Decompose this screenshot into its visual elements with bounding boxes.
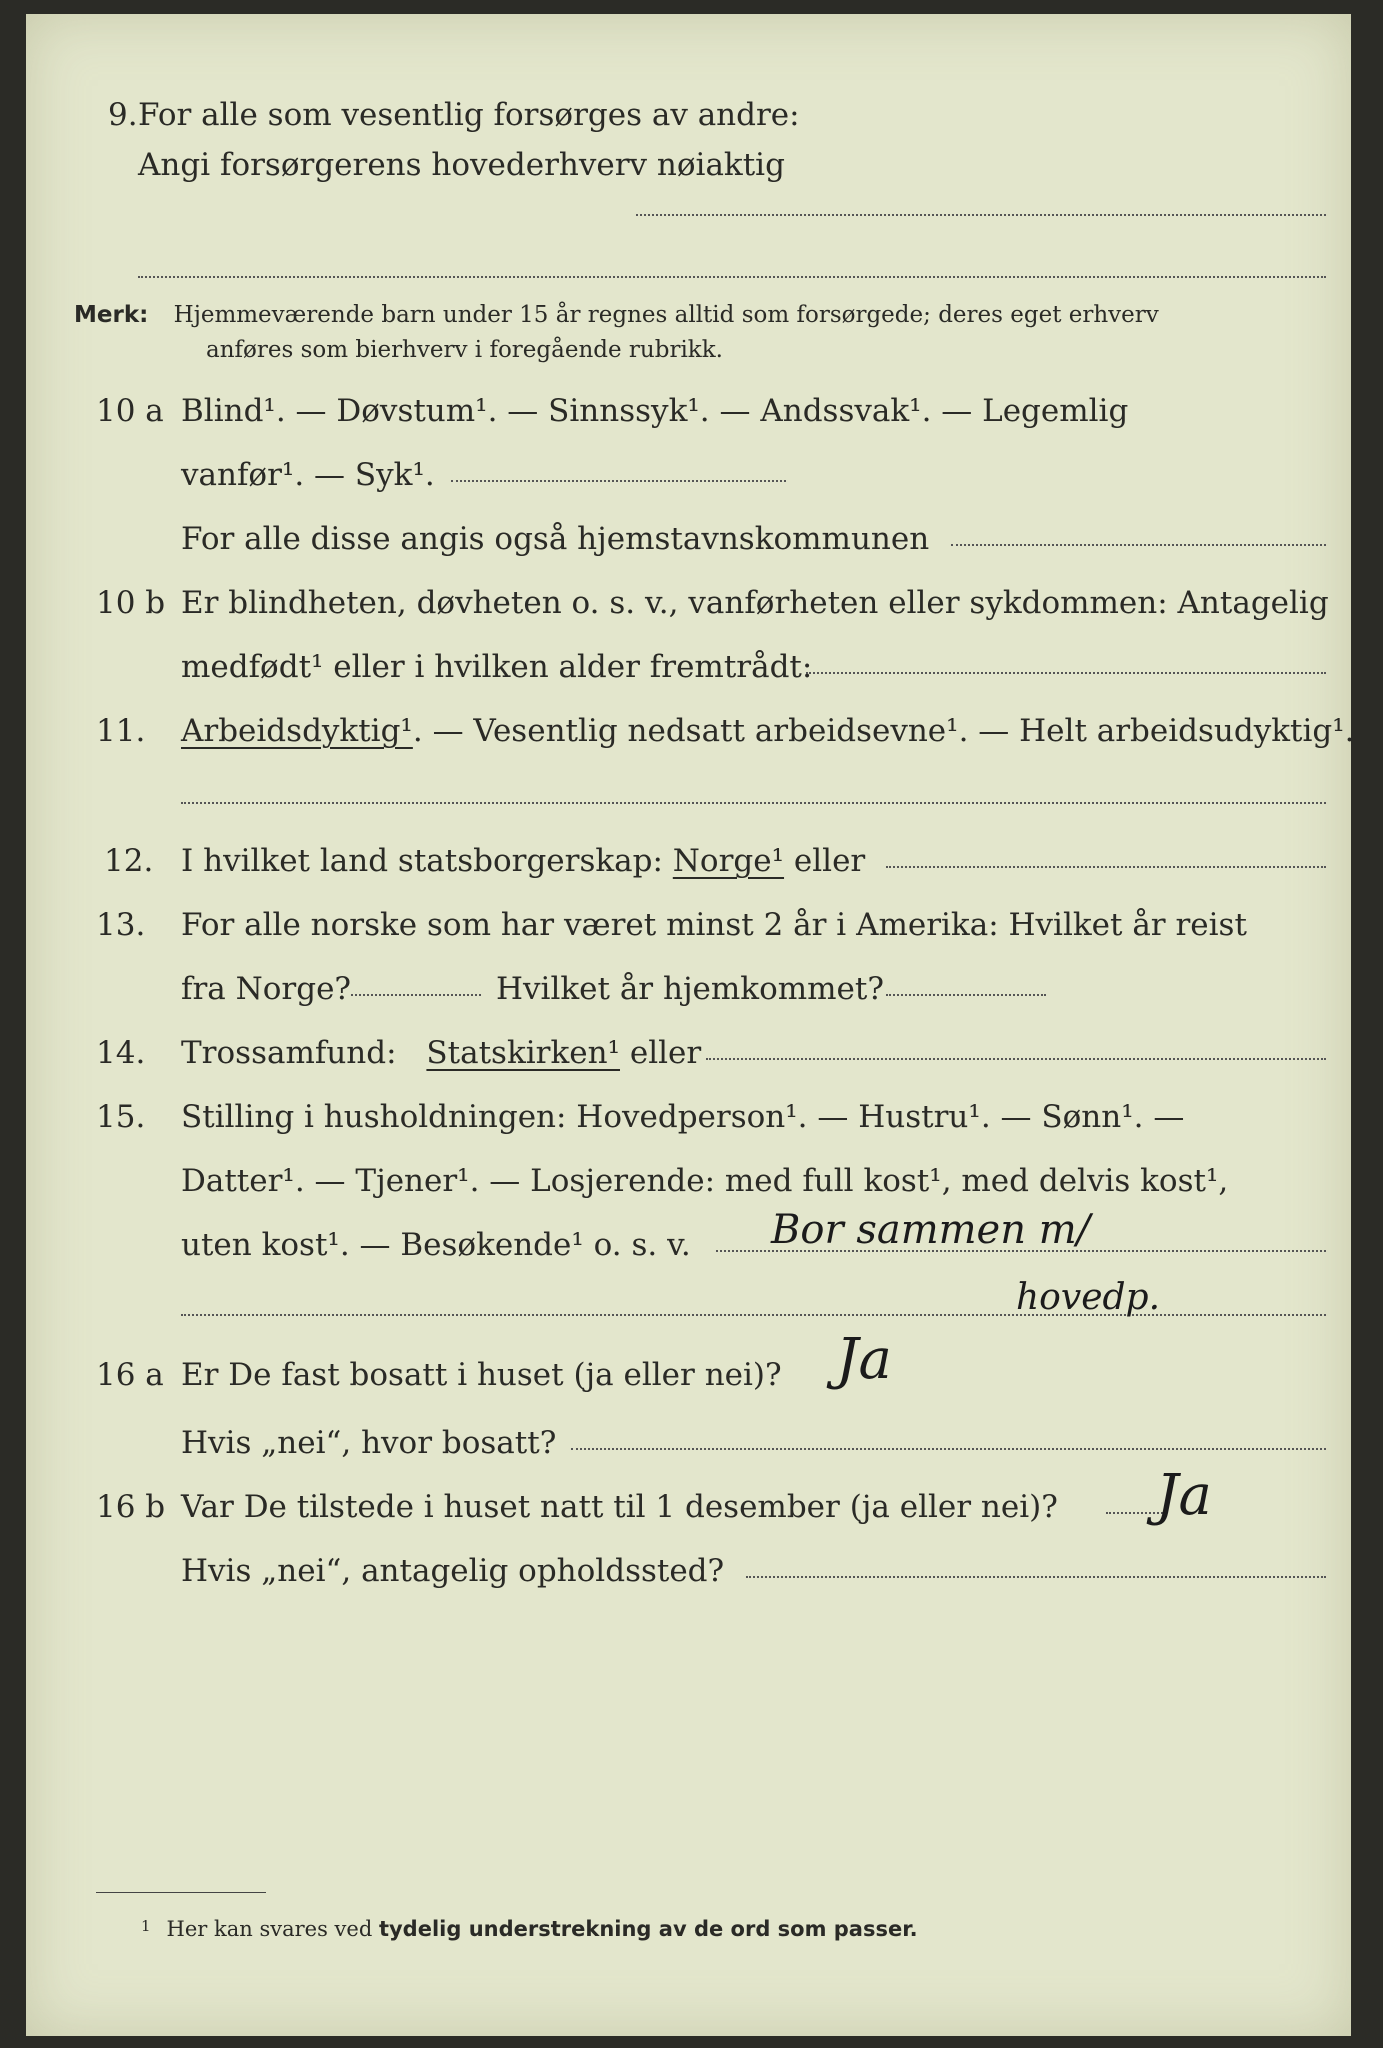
- q16b-answer-line-2[interactable]: [746, 1576, 1326, 1578]
- q16b-line1: Var De tilstede i huset natt til 1 desember (ja eller nei)?: [181, 1489, 1058, 1525]
- q12-number: 12.: [104, 843, 154, 879]
- q15-handwritten-answer-1: Bor sammen m/: [771, 1207, 1091, 1253]
- q16b-number: 16 b: [96, 1489, 166, 1525]
- merk-note-line1: [74, 304, 1159, 327]
- q13-line2b: Hvilket år hjemkommet?: [496, 971, 884, 1007]
- q10a-line3: For alle disse angis også hjemstavnskommunen: [181, 521, 930, 557]
- q16b-handwritten-answer: Ja: [1156, 1463, 1212, 1528]
- q13-line2a: fra Norge?: [181, 971, 352, 1007]
- q13-hjemkommet-answer-line[interactable]: [886, 994, 1046, 996]
- q12-suffix: eller: [793, 843, 866, 879]
- footnote: [141, 1919, 918, 1940]
- q10b-line1: Er blindheten, døvheten o. s. v., vanførheten eller sykdommen: Antagelig: [181, 585, 1329, 621]
- q12-line: [181, 843, 866, 879]
- q9-line1: For alle som vesentlig forsørges av andre:: [138, 97, 800, 133]
- q14-number: 14.: [96, 1035, 146, 1071]
- q10b-answer-line[interactable]: [806, 672, 1326, 674]
- footnote-prefix: Her kan svares ved: [166, 1917, 373, 1941]
- q10a-line1: Blind¹. — Døvstum¹. — Sinnssyk¹. — Andssvak¹. — Legemlig: [181, 393, 1129, 429]
- q14-line: [181, 1035, 702, 1071]
- q9-number: 9.: [108, 97, 138, 133]
- q15-line1: Stilling i husholdningen: Hovedperson¹. — Hustru¹. — Sønn¹. —: [181, 1099, 1185, 1135]
- merk-note-line2: anføres som bierhverv i foregående rubrikk.: [206, 337, 723, 363]
- q10a-answer-line-2[interactable]: [951, 544, 1326, 546]
- q15-line3: uten kost¹. — Besøkende¹ o. s. v.: [181, 1227, 691, 1263]
- q14-prefix: Trossamfund:: [181, 1035, 397, 1071]
- q16a-number: 16 a: [96, 1357, 164, 1393]
- q14-answer-line[interactable]: [706, 1058, 1326, 1060]
- q9-answer-line-1[interactable]: [636, 214, 1326, 216]
- q9-line2: Angi forsørgerens hovederhverv nøiaktig: [138, 147, 785, 183]
- merk-text-1: Hjemmeværende barn under 15 år regnes alltid som forsørgede; deres eget erhverv: [173, 302, 1159, 328]
- q13-number: 13.: [96, 907, 146, 943]
- q11-line: [181, 713, 1355, 749]
- q9-answer-line-2[interactable]: [138, 276, 1326, 278]
- q10a-answer-line-1[interactable]: [451, 480, 786, 482]
- q16a-line2: Hvis „nei“, hvor bosatt?: [181, 1425, 557, 1461]
- q11-option-arbeidsdyktig[interactable]: Arbeidsdyktig¹: [181, 713, 413, 749]
- q15-line2: Datter¹. — Tjener¹. — Losjerende: med full kost¹, med delvis kost¹,: [181, 1163, 1229, 1199]
- q12-answer-line[interactable]: [886, 866, 1326, 868]
- q10a-number: 10 a: [96, 393, 164, 429]
- q11-number: 11.: [96, 713, 146, 749]
- q16a-line1: Er De fast bosatt i huset (ja eller nei)?: [181, 1357, 782, 1393]
- footnote-bold: tydelig understrekning av de ord som passer.: [378, 1917, 918, 1941]
- q10a-line2: vanfør¹. — Syk¹.: [181, 457, 435, 493]
- q15-handwritten-answer-2: hovedp.: [1016, 1277, 1161, 1318]
- q16a-handwritten-answer: Ja: [836, 1327, 892, 1392]
- q13-line1: For alle norske som har været minst 2 år i Amerika: Hvilket år reist: [181, 907, 1247, 943]
- q11-rest: . — Vesentlig nedsatt arbeidsevne¹. — Helt arbeidsudyktig¹.: [412, 713, 1355, 749]
- q16a-answer-line[interactable]: [571, 1448, 1326, 1450]
- footnote-mark: 1: [141, 1917, 151, 1935]
- footnote-rule: [96, 1892, 266, 1893]
- q14-suffix: eller: [629, 1035, 702, 1071]
- q12-prefix: I hvilket land statsborgerskap:: [181, 843, 663, 879]
- q11-answer-line[interactable]: [181, 802, 1326, 804]
- q14-option-statskirken[interactable]: Statskirken¹: [426, 1035, 620, 1071]
- merk-label: Merk:: [74, 302, 149, 328]
- q12-option-norge[interactable]: Norge¹: [672, 843, 785, 879]
- q10b-line2: medfødt¹ eller i hvilken alder fremtrådt:: [181, 649, 813, 685]
- q10b-number: 10 b: [96, 585, 166, 621]
- q15-number: 15.: [96, 1099, 146, 1135]
- q16b-line2: Hvis „nei“, antagelig opholdssted?: [181, 1553, 725, 1589]
- census-form-page: [26, 14, 1355, 2036]
- q13-reist-answer-line[interactable]: [351, 994, 481, 996]
